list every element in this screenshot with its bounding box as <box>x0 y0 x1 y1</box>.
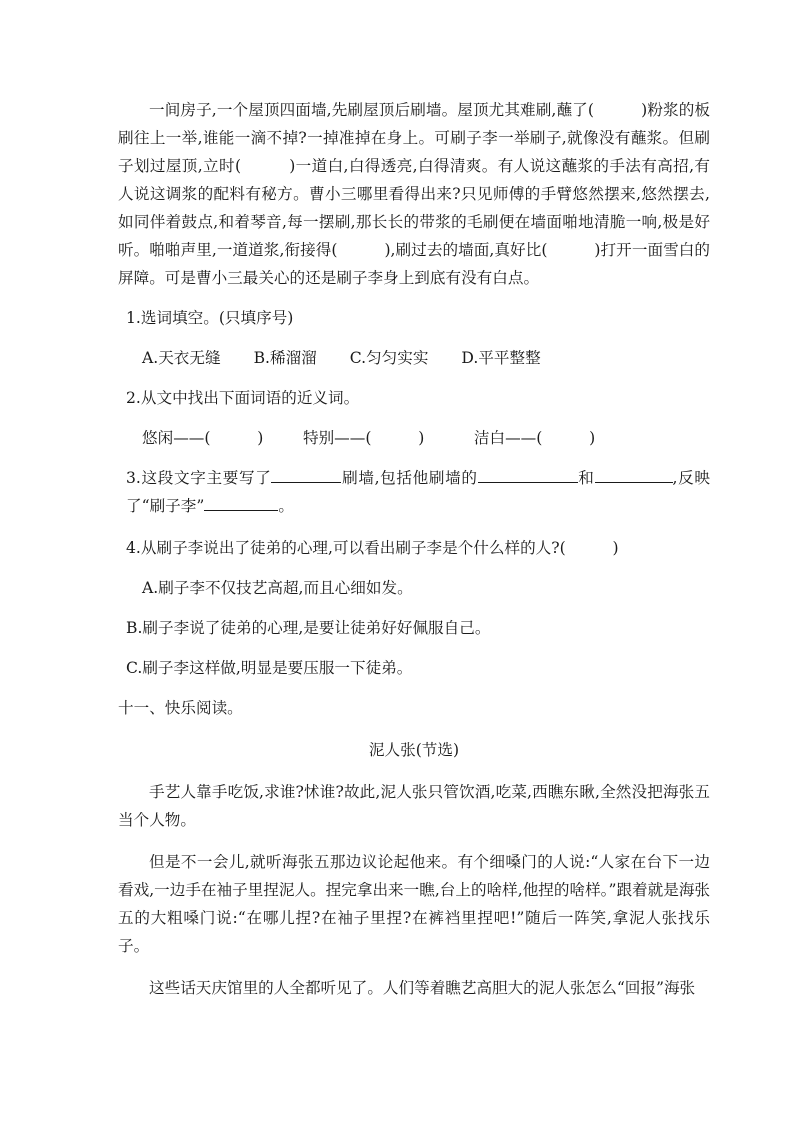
question-3 <box>118 464 710 520</box>
question-2-items <box>118 424 710 452</box>
q4-option-a: A.刷子李不仅技艺高超,而且心细如发。 <box>142 579 413 597</box>
q1-option-b: B.稀溜溜 <box>253 349 317 367</box>
q1-option-a: A.天衣无缝 <box>142 349 221 367</box>
q3-text-3: 和 <box>577 469 595 487</box>
q4-option-c: C.刷子李这样做,明显是要压服一下徒弟。 <box>126 659 413 677</box>
q2-item-1: 悠闲——( ) <box>142 429 264 447</box>
q3-text-2: 刷墙,包括他刷墙的 <box>341 469 478 487</box>
section-heading: 十一、快乐阅读。 <box>118 699 243 717</box>
question-2-label: 2.从文中找出下面词语的近义词。 <box>126 389 360 407</box>
q2-item-2: 特别——( ) <box>302 429 425 447</box>
q1-option-c: C.匀匀实实 <box>349 349 429 367</box>
q3-blank-4[interactable] <box>204 492 278 511</box>
story-paragraph-3: 这些话天庆馆里的人全都听见了。人们等着瞧艺高胆大的泥人张怎么“回报”海张 <box>149 979 696 997</box>
question-1-label: 1.选词填空。(只填序号) <box>126 309 294 327</box>
q2-item-3: 洁白——( ) <box>473 429 596 447</box>
q3-text-4: ,反映了“刷子李” <box>126 469 710 515</box>
q3-blank-3[interactable] <box>595 464 673 483</box>
q3-blank-2[interactable] <box>478 464 578 483</box>
q3-text-5: 。 <box>278 497 294 515</box>
q4-option-b: B.刷子李说了徒弟的心理,是要让徒弟好好佩服自己。 <box>126 619 491 637</box>
story-paragraph-2: 但是不一会儿,就听海张五那边议论起他来。有个细嗓门的人说:“人家在台下一边看戏,一边手在袖子里捏泥人。捏完拿出来一瞧,台上的啥样,他捏的啥样。”跟着就是海张五的大粗嗓门说:“在哪儿捏?在袖子里捏?在裤裆里捏吧!”随后一阵笑,拿泥人张找乐子。 <box>118 853 711 955</box>
q1-option-d: D.平平整整 <box>461 349 541 367</box>
question-1-options <box>118 344 710 372</box>
q3-text-1: 3.这段文字主要写了 <box>126 469 272 487</box>
story-paragraph-1: 手艺人靠手吃饭,求谁?怵谁?故此,泥人张只管饮酒,吃菜,西瞧东瞅,全然没把海张五当个人物。 <box>118 783 710 829</box>
passage-paragraph: 一间房子,一个屋顶四面墙,先刷屋顶后刷墙。屋顶尤其难刷,蘸了( )粉浆的板刷往上一举,谁能一滴不掉?一掉准掉在身上。可刷子李一举刷子,就像没有蘸浆。但刷子划过屋顶,立时( )一道白,白得透亮,白得清爽。有人说这蘸浆的手法有高招,有人说这调浆的配料有秘方。曹小三哪里看得出来?只见师傅的手臂悠然摆来,悠然摆去,如同伴着鼓点,和着琴音,每一摆刷,那长长的带浆的毛刷便在墙面啪地清脆一响,极是好听。啪啪声里,一道道浆,衔接得( ),刷过去的墙面,真好比( )打开一面雪白的屏障。可是曹小三最关心的还是刷子李身上到底有没有白点。 <box>118 101 710 287</box>
document-content <box>118 96 710 1016</box>
story-title: 泥人张(节选) <box>368 741 460 759</box>
question-4-label: 4.从刷子李说出了徒弟的心理,可以看出刷子李是个什么样的人?( ) <box>126 539 619 557</box>
q3-blank-1[interactable] <box>271 464 341 483</box>
